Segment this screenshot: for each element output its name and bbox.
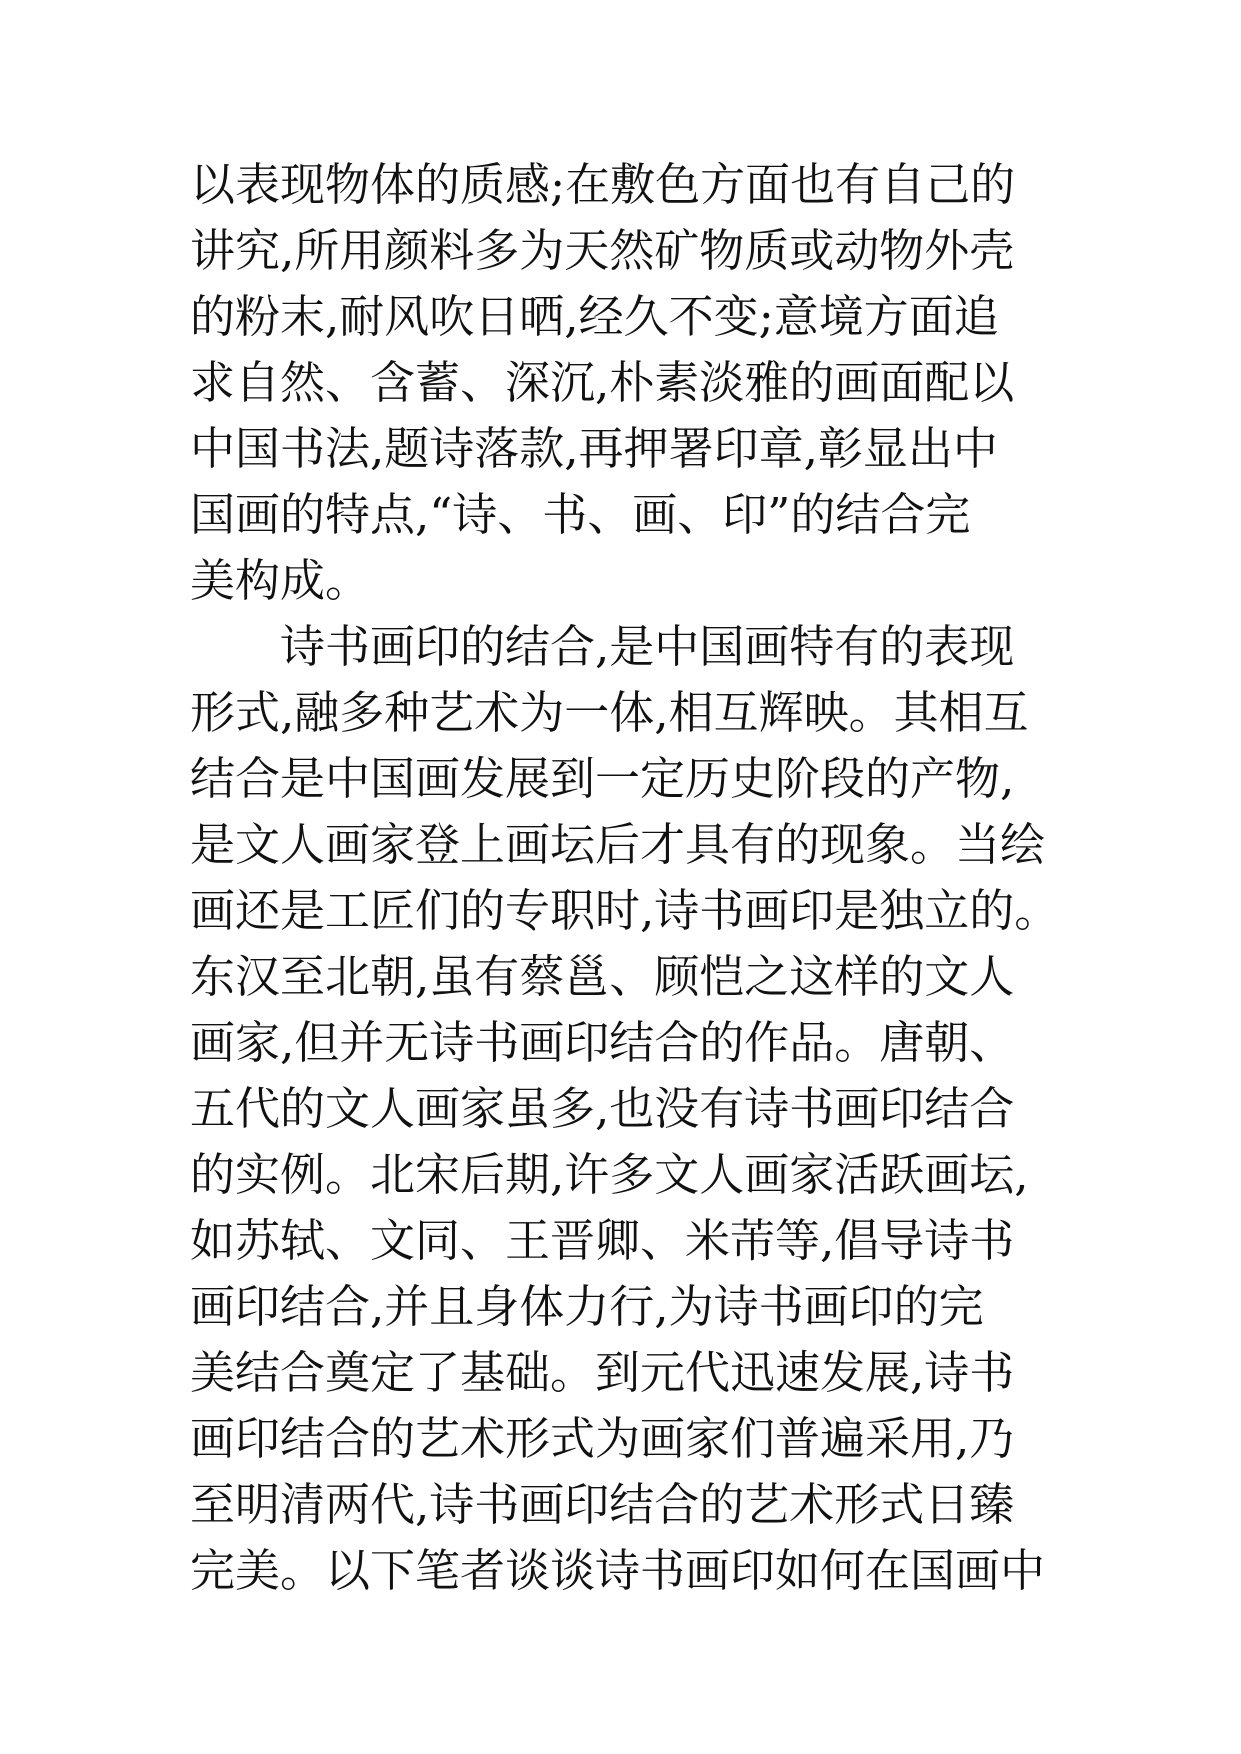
text-line: 完美。以下笔者谈谈诗书画印如何在国画中 xyxy=(190,1544,1046,1597)
text-line: 的实例。北宋后期,许多文人画家活跃画坛, xyxy=(190,1148,1029,1201)
text-line: 结合是中国画发展到一定历史阶段的产物, xyxy=(190,752,1015,805)
text-line: 至明清两代,诗书画印结合的艺术形式日臻 xyxy=(190,1478,1015,1531)
text-line: 东汉至北朝,虽有蔡邕、顾恺之这样的文人 xyxy=(190,950,1015,1003)
text-line: 国画的特点,“诗、书、画、印”的结合完 xyxy=(190,488,971,541)
text-line: 画家,但并无诗书画印结合的作品。唐朝、 xyxy=(190,1016,1015,1069)
text-line: 中国书法,题诗落款,再押署印章,彰显出中 xyxy=(190,422,998,475)
text-line: 形式,融多种艺术为一体,相互辉映。其相互 xyxy=(190,686,1029,739)
body-text xyxy=(190,152,1090,1604)
text-line: 画印结合,并且身体力行,为诗书画印的完 xyxy=(190,1280,984,1333)
text-line: 的粉末,耐风吹日晒,经久不变;意境方面追 xyxy=(190,290,999,343)
paragraph-first-line: 诗书画印的结合,是中国画特有的表现 xyxy=(280,620,1015,673)
text-line: 以表现物体的质感;在敷色方面也有自己的 xyxy=(190,158,1016,211)
text-line: 美构成。 xyxy=(190,554,371,607)
text-line: 求自然、含蓄、深沉,朴素淡雅的画面配以 xyxy=(190,356,1015,409)
text-line: 画还是工匠们的专职时,诗书画印是独立的。 xyxy=(190,884,1060,937)
text-line: 如苏轼、文同、王晋卿、米芾等,倡导诗书 xyxy=(190,1214,1015,1267)
text-line: 画印结合的艺术形式为画家们普遍采用,乃 xyxy=(190,1412,1015,1465)
text-line: 是文人画家登上画坛后才具有的现象。当绘 xyxy=(190,818,1046,871)
text-line: 美结合奠定了基础。到元代迅速发展,诗书 xyxy=(190,1346,1015,1399)
text-line: 讲究,所用颜料多为天然矿物质或动物外壳 xyxy=(190,224,1015,277)
text-line: 五代的文人画家虽多,也没有诗书画印结合 xyxy=(190,1082,1015,1135)
